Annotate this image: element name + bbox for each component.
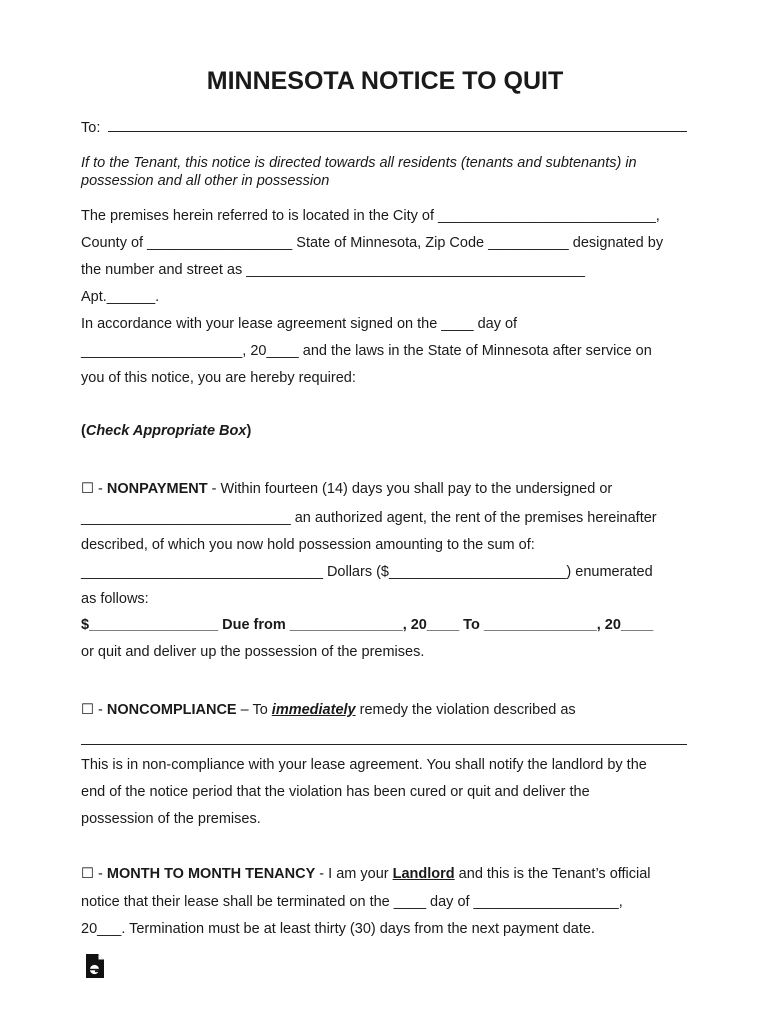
month-to-month-line-1-text: ☐ - bbox=[81, 866, 107, 882]
violation-blank-rule bbox=[81, 744, 687, 745]
nonpayment-line-2 bbox=[81, 509, 657, 527]
month-to-month-line-1-text: MONTH TO MONTH TENANCY bbox=[106, 866, 316, 882]
noncompliance-line-2 bbox=[81, 756, 647, 774]
premises-line-2 bbox=[81, 234, 663, 252]
month-to-month-line-1-text: - I am your bbox=[315, 866, 393, 882]
lease-line-1-text: In accordance with your lease agreement signed on the ____ day of bbox=[81, 316, 518, 332]
noncompliance-line-1-text: immediately bbox=[271, 702, 356, 718]
nonpayment-line-5-text: as follows: bbox=[81, 591, 149, 607]
month-to-month-line-1 bbox=[81, 865, 651, 883]
month-to-month-line-2-text: notice that their lease shall be terminated on the ____ day of __________________, bbox=[81, 894, 623, 910]
to-label: To: bbox=[81, 120, 101, 136]
noncompliance-line-1 bbox=[81, 701, 576, 719]
noncompliance-line-1-text: NONCOMPLIANCE bbox=[106, 702, 237, 718]
month-to-month-line-2 bbox=[81, 893, 623, 911]
premises-line-3-text: the number and street as __________________________________________ bbox=[81, 262, 585, 278]
noncompliance-line-4 bbox=[81, 810, 261, 828]
lease-line-3 bbox=[81, 369, 356, 387]
lease-line-2-text: ____________________, 20____ and the laws in the State of Minnesota after service on bbox=[81, 343, 652, 359]
nonpayment-line-6-text: $________________ Due from ______________, 20____ To ______________, 20____ bbox=[81, 617, 654, 633]
nonpayment-line-2-text: __________________________ an authorized agent, the rent of the premises hereinafter bbox=[81, 510, 657, 526]
nonpayment-line-3-text: described, of which you now hold possession amounting to the sum of: bbox=[81, 537, 535, 553]
noncompliance-line-3 bbox=[81, 783, 590, 801]
premises-line-2-text: County of __________________ State of Minnesota, Zip Code __________ designated by bbox=[81, 235, 664, 251]
month-to-month-line-1-text: Landlord bbox=[392, 866, 455, 882]
document-title: MINNESOTA NOTICE TO QUIT bbox=[206, 67, 564, 95]
nonpayment-line-1-text: ☐ - bbox=[81, 481, 107, 497]
nonpayment-line-3 bbox=[81, 536, 535, 554]
premises-line-4-text: Apt.______. bbox=[81, 289, 160, 305]
noncompliance-line-3-text: end of the notice period that the violation has been cured or quit and deliver the bbox=[81, 784, 590, 800]
premises-line-4 bbox=[81, 288, 159, 306]
nonpayment-line-1-text: - Within fourteen (14) days you shall pay to the undersigned or bbox=[207, 481, 613, 497]
noncompliance-line-1-text: remedy the violation described as bbox=[355, 702, 576, 718]
intro-line-1-text: If to the Tenant, this notice is directed towards all residents (tenants and subtenants) in bbox=[81, 155, 637, 171]
month-to-month-line-3 bbox=[81, 920, 595, 938]
noncompliance-line-1-text: – To bbox=[236, 702, 272, 718]
premises-line-1-text: The premises herein referred to is located in the City of ___________________________, bbox=[81, 208, 660, 224]
to-blank-rule bbox=[108, 131, 687, 132]
noncompliance-line-1-text: ☐ - bbox=[81, 702, 107, 718]
nonpayment-line-7 bbox=[81, 643, 424, 661]
intro-line-2 bbox=[81, 172, 329, 190]
nonpayment-line-1-text: NONPAYMENT bbox=[106, 481, 208, 497]
check-box-instruction-text: ) bbox=[246, 423, 252, 439]
noncompliance-line-4-text: possession of the premises. bbox=[81, 811, 261, 827]
noncompliance-line-2-text: This is in non-compliance with your lease agreement. You shall notify the landlord by the bbox=[81, 757, 647, 773]
check-box-instruction-text: Check Appropriate Box bbox=[85, 423, 247, 439]
check-box-instruction bbox=[81, 422, 251, 440]
month-to-month-line-1-text: and this is the Tenant’s official bbox=[454, 866, 651, 882]
intro-line-1 bbox=[81, 154, 637, 172]
nonpayment-line-6 bbox=[81, 616, 653, 634]
premises-line-1 bbox=[81, 207, 660, 225]
lease-line-1 bbox=[81, 315, 517, 333]
nonpayment-line-5 bbox=[81, 590, 149, 608]
nonpayment-line-7-text: or quit and deliver up the possession of the premises. bbox=[81, 644, 425, 660]
nonpayment-line-4 bbox=[81, 563, 653, 581]
lease-line-3-text: you of this notice, you are hereby required: bbox=[81, 370, 356, 386]
check-box-instruction-text: ( bbox=[81, 423, 86, 439]
month-to-month-line-3-text: 20___. Termination must be at least thirty (30) days from the next payment date. bbox=[81, 921, 595, 937]
document-logo-icon bbox=[84, 953, 106, 979]
lease-line-2 bbox=[81, 342, 652, 360]
nonpayment-line-1 bbox=[81, 480, 612, 498]
intro-line-2-text: possession and all other in possession bbox=[81, 173, 330, 189]
nonpayment-line-4-text: ______________________________ Dollars ($______________________) enumerated bbox=[81, 564, 653, 580]
premises-line-3 bbox=[81, 261, 585, 279]
